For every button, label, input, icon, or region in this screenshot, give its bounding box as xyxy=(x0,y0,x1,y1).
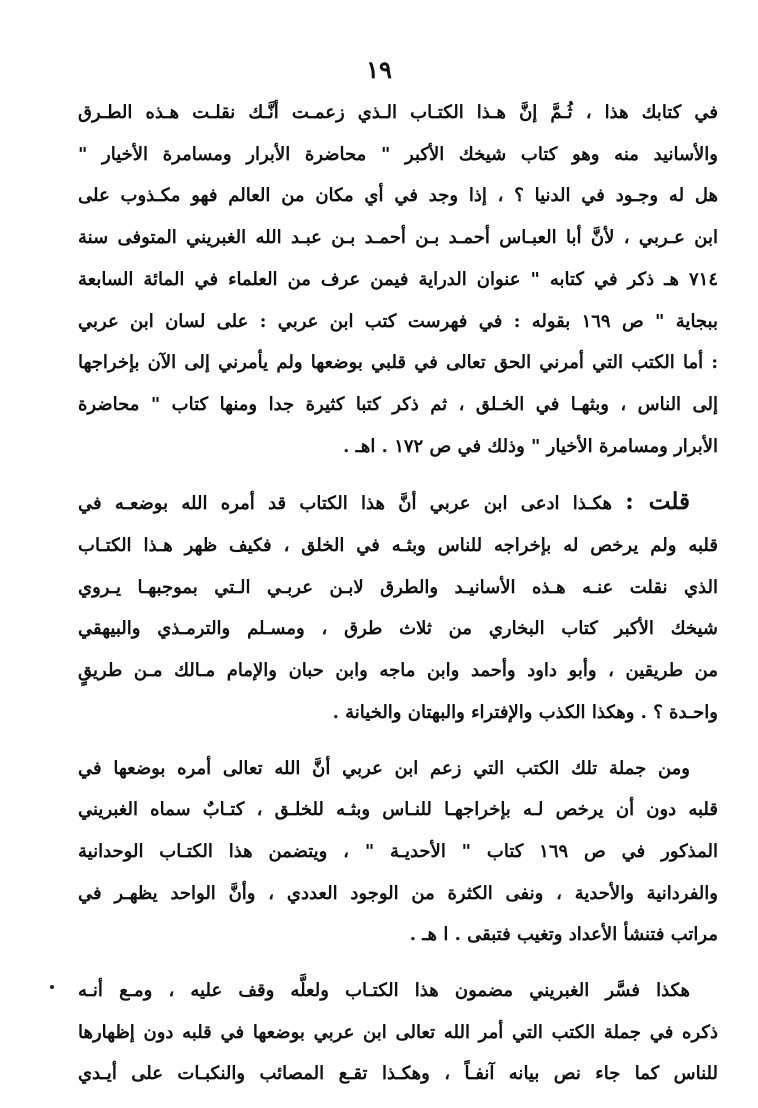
text-line: الأبرار ومسامرة الأخيار " وذلك في ص ١٧٢ . اهـ . xyxy=(343,435,718,457)
text-line: مراتب فتنشأ الأعداد وتغيب فتبقى . ا هـ . xyxy=(409,924,718,946)
text-line: إلى الناس ، وبثهـا في الخـلق ، ثم ذكر كتبا كثيرة جدا ومنها كتاب " محاضرة xyxy=(78,393,718,415)
text-line: قلبه ولم يرخص له بإخراجه للناس وبثـه في الخلق ، فكيف ظهر هـذا الكتـاب xyxy=(78,535,718,557)
text-line-content: هكـذا ادعى ابن عربي أنَّ هذا الكتاب قد أمره الله بوضعـه في xyxy=(78,493,612,515)
qult-lead: قلت : xyxy=(625,488,690,516)
text-line: هكذا فسَّر الغبريني مضمون هذا الكتـاب ولعلَّه وقف عليه ، ومـع أنـه xyxy=(78,980,690,1002)
text-line: للناس كما جاء نص بيانه آنفـاً ، وهكـذا تقـع المصائب والنكبـات على أيـدي xyxy=(78,1063,718,1085)
text-line: ببجاية " ص ١٦٩ بقوله : في فهرست كتب ابن عربي : على لسان ابن عربي xyxy=(78,310,718,332)
text-line: المذكور في ص ١٦٩ كتاب " الأحديـة " ، ويتضمن هذا الكتـاب الوحدانية xyxy=(78,840,718,862)
text-line: شيخك الأكبر كتاب البخاري من ثلاث طرق ، ومسـلم والترمـذي والبيهقي xyxy=(78,618,718,640)
text-line: ذكره في جملة الكتب التي أمر الله تعالى ابن عربي بوضعها في قلبه دون إظهارها xyxy=(78,1021,718,1043)
text-line: واحـدة ؟ . وهكذا الكذب والإفتراء والبهتان والخيانة . xyxy=(332,701,718,723)
text-line: قلبه دون أن يرخص لـه بإخراجهـا للنـاس وبثـه للخلـق ، كتـابٌ سماه الغبريني xyxy=(78,799,718,821)
paragraph-2 xyxy=(78,481,718,733)
text-line: والأسانيد منه وهو كتاب شيخك الأكبر " محاضرة الأبرار ومسامرة الأخيار " xyxy=(78,143,718,165)
text-line: والفردانية والأحدية ، ونفى الكثرة من الوجود العددي ، وأنَّ الواحد يظهـر في xyxy=(78,882,718,904)
paragraph-4 xyxy=(78,970,718,1095)
text-line: من طريقين ، وأبو داود وأحمد وابن ماجه وابن حبان والإمام مـالك مـن طريقٍ xyxy=(78,660,718,682)
page-number: ١٩ xyxy=(366,55,392,84)
text-line: في كتابك هذا ، ثُـمَّ إنَّ هـذا الكتـاب الـذي زعمـت أنَّـك نقلـت هـذه الطـرق xyxy=(78,102,718,123)
text-line: : أما الكتب التي أمرني الحق تعالى في قلبي بوضعها ولم يأمرني إلى الآن بإخراجها xyxy=(78,352,718,374)
text-line: ابن عـربي ، لأنَّ أبا العبـاس أحمـد بـن أحمـد بـن عبـد الله الغبريني المتوفى سنة xyxy=(78,227,718,249)
text-line: ٧١٤ هـ ذكر في كتابه " عنوان الدراية فيمن عرف من العلماء في المائة السابعة xyxy=(78,268,718,290)
text-line: ومن جملة تلك الكتب التي زعم ابن عربي أنَّ الله تعالى أمره بوضعها في xyxy=(78,757,690,779)
paragraph-1 xyxy=(78,92,718,467)
text-line: هل له وجـود في الدنيا ؟ ، إذا وجد في أي مكان من العالم فهو مكـذوب على xyxy=(78,185,718,207)
body-text xyxy=(78,92,718,1095)
paragraph-3 xyxy=(78,748,718,957)
text-line: الذي نقلت عنـه هـذه الأسانيـد والطرق لابـن عربـي الـتي بموجبهـا يـروي xyxy=(78,576,718,598)
text-line xyxy=(78,481,718,525)
margin-mark xyxy=(50,985,54,989)
